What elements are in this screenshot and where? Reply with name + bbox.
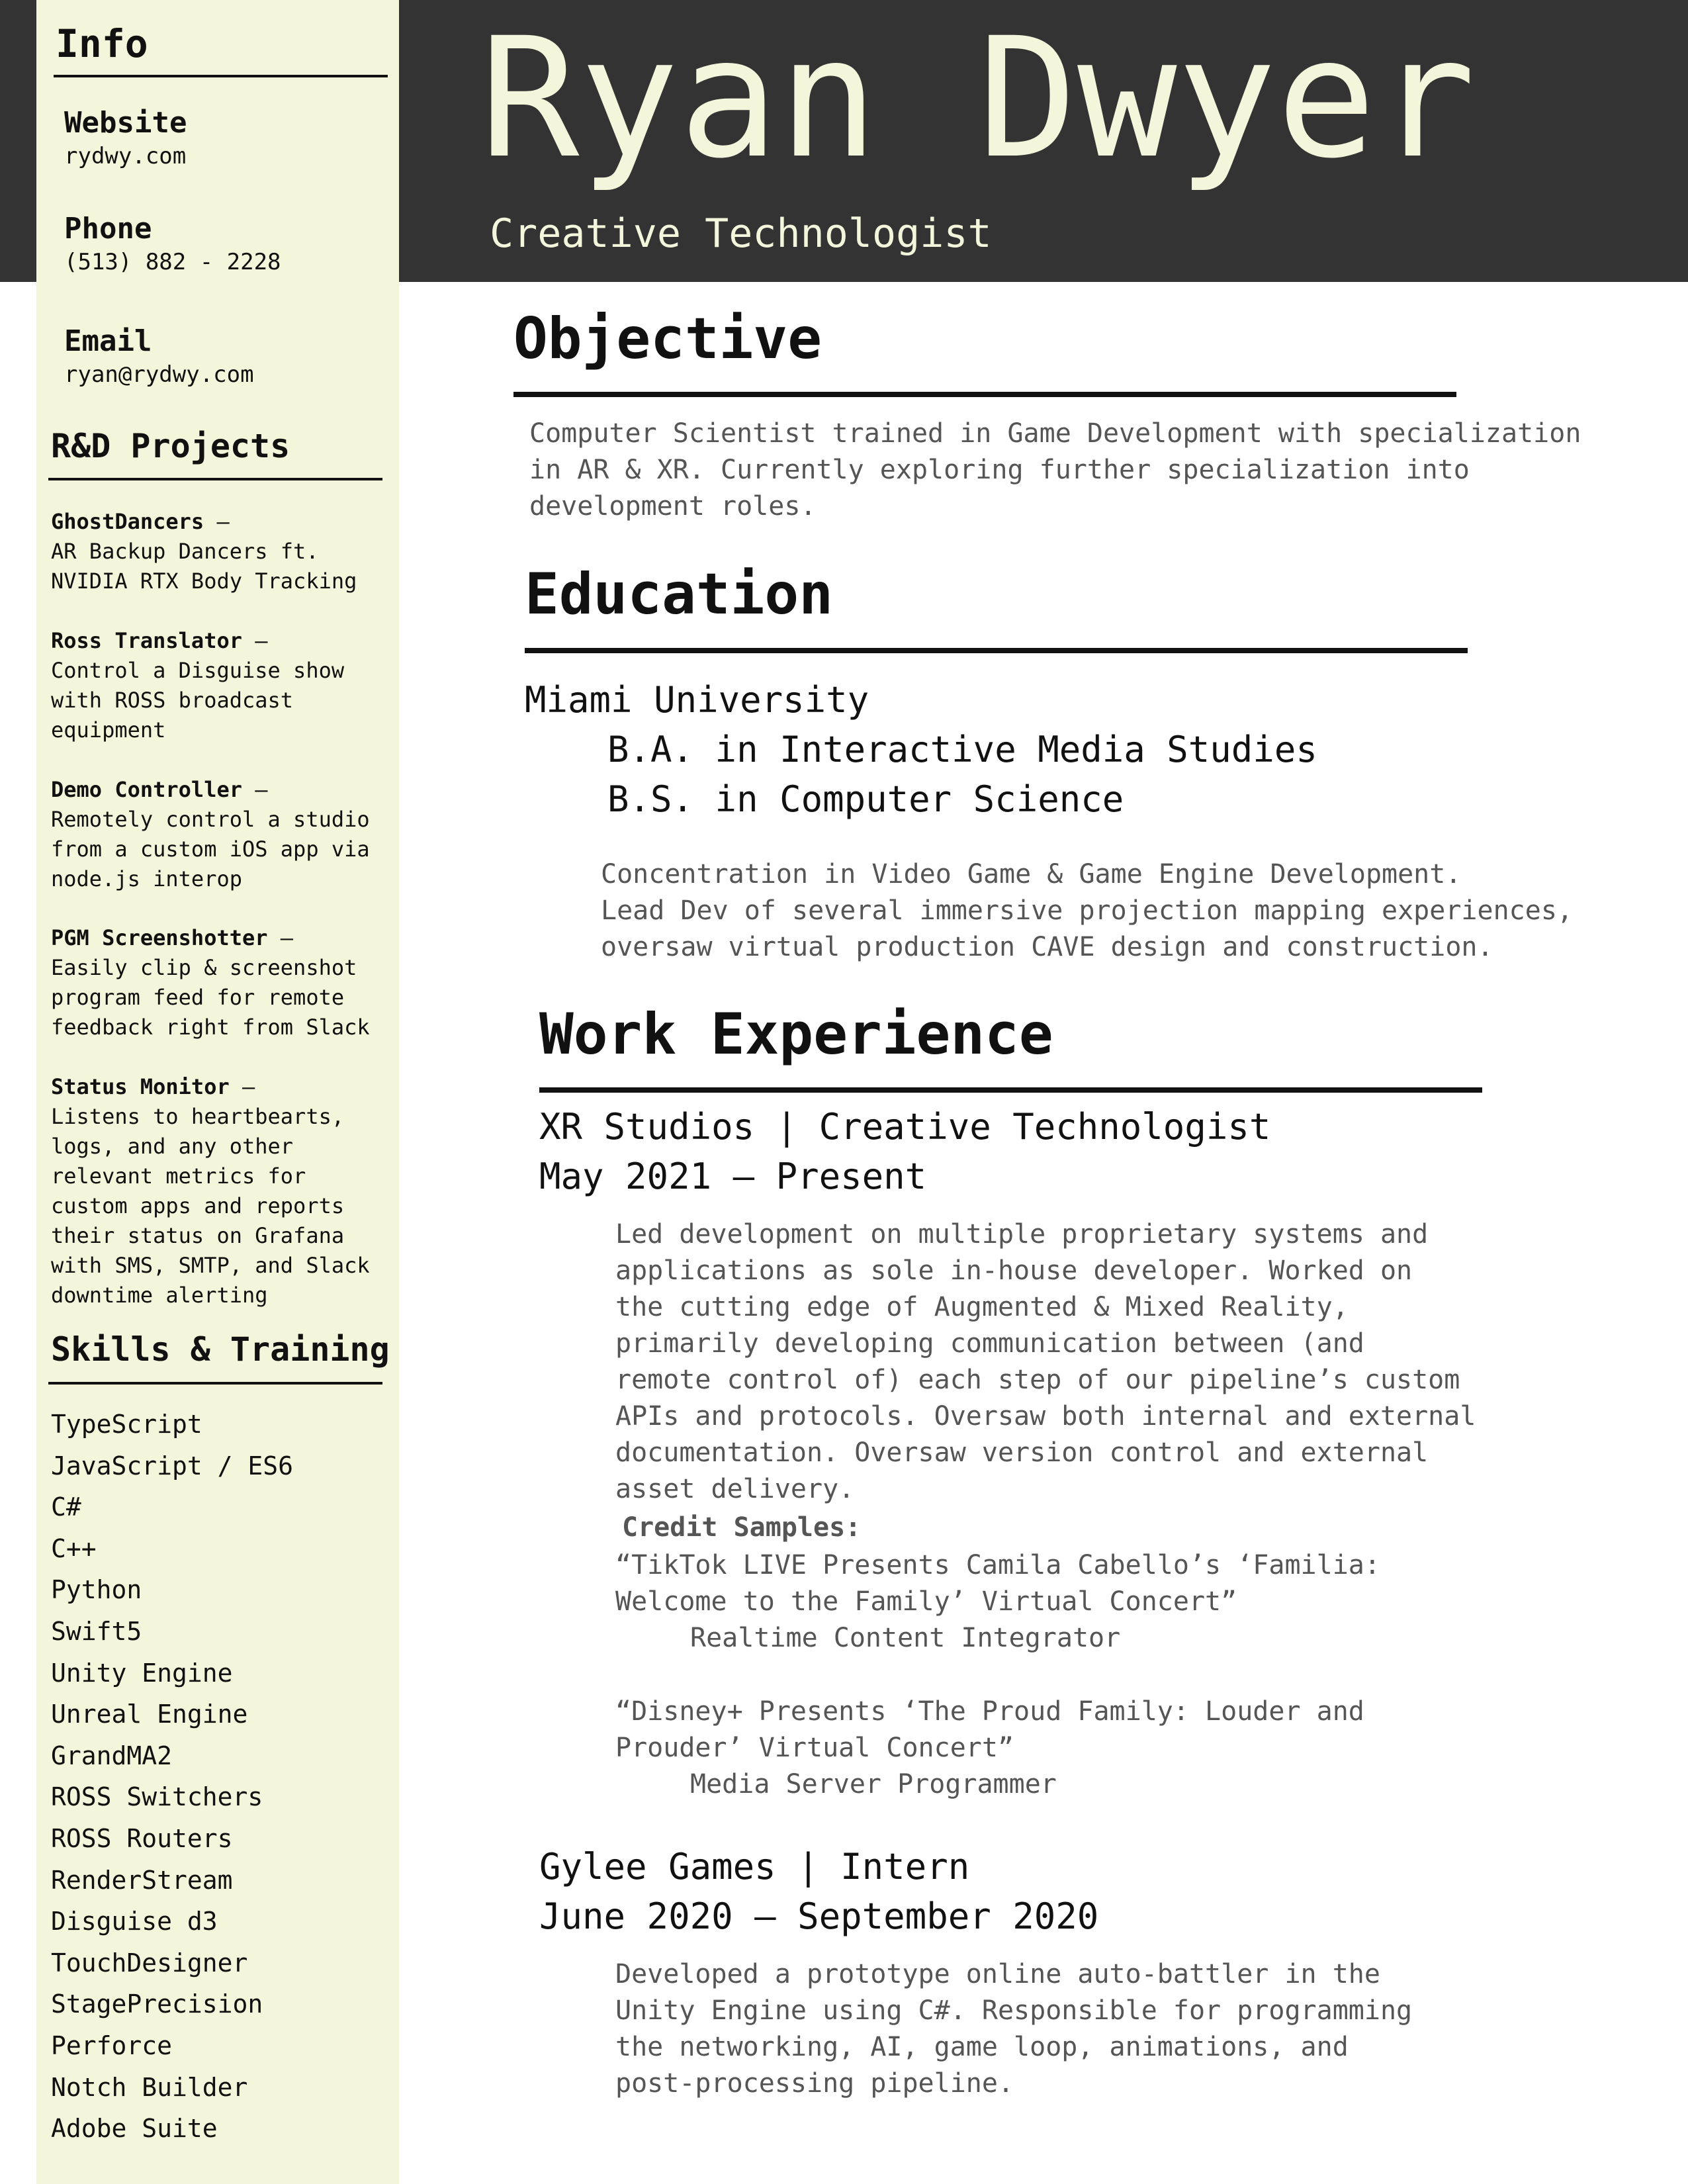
skill-item: RenderStream <box>51 1865 233 1895</box>
skill-item: C++ <box>51 1533 97 1563</box>
projects-heading: R&D Projects <box>51 427 290 465</box>
website-label: Website <box>64 106 187 140</box>
job-title: XR Studios | Creative Technologist <box>539 1106 1271 1148</box>
job-dates: May 2021 – Present <box>539 1156 927 1197</box>
info-rule <box>54 75 388 77</box>
skill-item: TouchDesigner <box>51 1948 248 1978</box>
project-sep: – <box>267 925 294 950</box>
project-desc: Easily clip & screenshot program feed for remote feedback right from Slack <box>51 955 370 1040</box>
skill-item: Adobe Suite <box>51 2114 218 2144</box>
project-desc: AR Backup Dancers ft. NVIDIA RTX Body Tracking <box>51 539 357 594</box>
credit-role: Realtime Content Integrator <box>690 1623 1121 1653</box>
skills-list <box>51 1404 293 2150</box>
skills-rule <box>48 1382 382 1385</box>
skill-item: Python <box>51 1575 142 1605</box>
project-name: Status Monitor <box>51 1074 230 1099</box>
project-sep: – <box>242 777 268 802</box>
candidate-name: Ryan Dwyer <box>480 2 1476 195</box>
education-heading: Education <box>525 561 833 627</box>
project-desc: Control a Disguise show with ROSS broadcast equipment <box>51 658 345 743</box>
job-description: Developed a prototype online auto-battler in the Unity Engine using C#. Responsible for programming the networking, AI, game loop, animations, and post-processing pipeline. <box>615 1959 1413 2099</box>
project-item <box>51 626 395 745</box>
project-item <box>51 775 395 894</box>
email-value: ryan@rydwy.com <box>64 361 254 388</box>
skill-item: Swift5 <box>51 1616 142 1646</box>
credits-label: Credit Samples: <box>622 1512 862 1543</box>
credit-title: “TikTok LIVE Presents Camila Cabello’s ‘Familia: Welcome to the Family’ Virtual Concert” <box>615 1550 1380 1617</box>
skills-heading: Skills & Training <box>51 1330 390 1369</box>
project-item <box>51 507 395 596</box>
job-description: Led development on multiple proprietary systems and applications as sole in-house developer. Worked on the cutting edge of Augmented & Mixed Reality, primarily developing communication between (and remote control of) each step of our pipeline’s custom APIs and protocols. Oversaw both internal and external documentation. Oversaw version control and external asset delivery. <box>615 1219 1476 1504</box>
job-dates: June 2020 – September 2020 <box>539 1895 1099 1937</box>
project-name: GhostDancers <box>51 509 204 534</box>
skill-item: Notch Builder <box>51 2072 248 2102</box>
skill-item: StagePrecision <box>51 1989 263 2019</box>
school-name: Miami University <box>525 679 869 721</box>
project-name: Ross Translator <box>51 628 242 653</box>
credit-title: “Disney+ Presents ‘The Proud Family: Louder and Prouder’ Virtual Concert” <box>615 1696 1364 1763</box>
projects-rule <box>48 478 382 480</box>
sidebar <box>36 0 399 2184</box>
skill-item: JavaScript / ES6 <box>51 1451 294 1480</box>
skill-item: GrandMA2 <box>51 1741 173 1770</box>
project-sep: – <box>204 509 230 534</box>
project-item <box>51 923 395 1042</box>
skill-item: ROSS Routers <box>51 1823 233 1853</box>
skill-item: Disguise d3 <box>51 1907 218 1936</box>
project-sep: – <box>229 1074 255 1099</box>
degree-ba: B.A. in Interactive Media Studies <box>607 729 1317 770</box>
project-item <box>51 1072 395 1310</box>
phone-label: Phone <box>64 212 152 246</box>
education-text: Concentration in Video Game & Game Engine Development. Lead Dev of several immersive projection mapping experiences, oversaw virtual production CAVE design and construction. <box>601 859 1574 962</box>
project-desc: Listens to heartbearts, logs, and any other relevant metrics for custom apps and reports their status on Grafana with SMS, SMTP, and Slack downtime alerting <box>51 1104 370 1308</box>
work-rule <box>539 1087 1482 1093</box>
job-title: Gylee Games | Intern <box>539 1846 970 1888</box>
project-name: PGM Screenshotter <box>51 925 268 950</box>
objective-rule <box>513 392 1456 397</box>
skill-item: C# <box>51 1492 81 1522</box>
skill-item: TypeScript <box>51 1410 202 1439</box>
project-name: Demo Controller <box>51 777 242 802</box>
objective-heading: Objective <box>513 306 822 372</box>
skill-item: Unity Engine <box>51 1658 233 1688</box>
work-heading: Work Experience <box>539 1001 1053 1068</box>
website-value: rydwy.com <box>64 143 187 169</box>
skill-item: Perforce <box>51 2030 173 2060</box>
project-sep: – <box>242 628 268 653</box>
candidate-title: Creative Technologist <box>490 210 992 257</box>
skill-item: ROSS Switchers <box>51 1782 263 1812</box>
degree-bs: B.S. in Computer Science <box>607 778 1124 820</box>
skill-item: Unreal Engine <box>51 1700 248 1729</box>
phone-value: (513) 882 - 2228 <box>64 249 281 275</box>
objective-text: Computer Scientist trained in Game Development with specialization in AR & XR. Currently exploring further specialization into development roles. <box>529 418 1581 522</box>
project-desc: Remotely control a studio from a custom iOS app via node.js interop <box>51 807 370 891</box>
education-rule <box>525 648 1468 653</box>
credit-role: Media Server Programmer <box>690 1769 1057 1799</box>
email-label: Email <box>64 324 152 358</box>
info-heading: Info <box>56 21 148 66</box>
